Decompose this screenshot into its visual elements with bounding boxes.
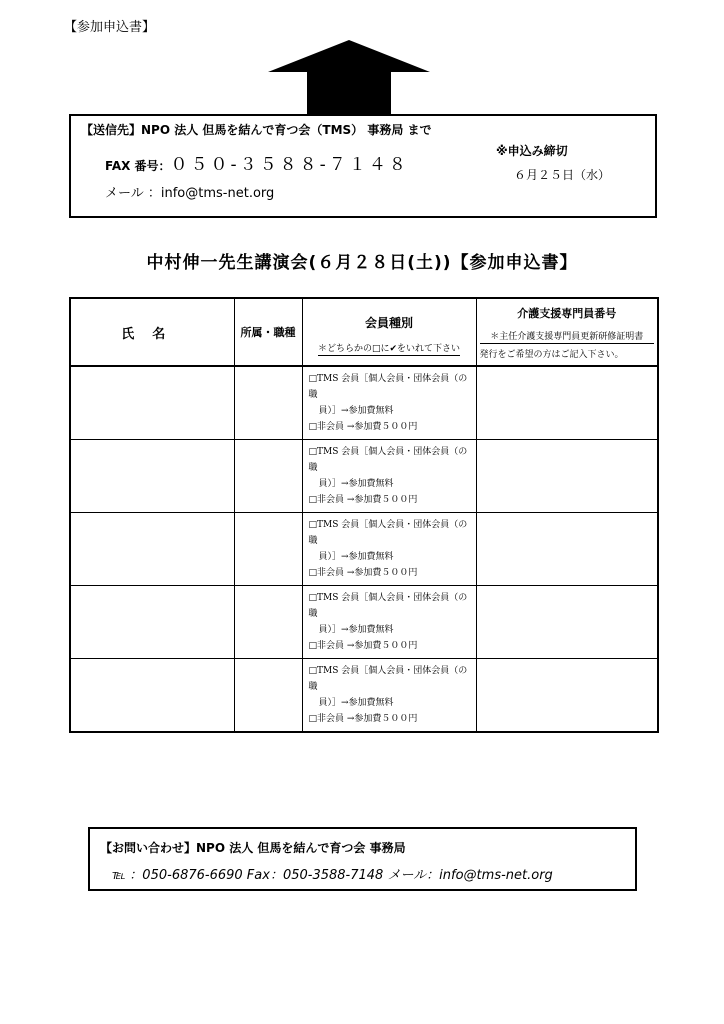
fax-label: FAX 番号： (105, 159, 171, 173)
option-nonmember[interactable]: □非会員 →参加費５００円 (308, 641, 418, 651)
option-nonmember[interactable]: □非会員 →参加費５００円 (308, 422, 418, 432)
care-number-cell[interactable] (476, 659, 658, 733)
up-arrow-icon (268, 40, 430, 114)
mail-line (105, 182, 274, 201)
option-nonmember[interactable]: □非会員 →参加費５００円 (308, 495, 418, 505)
header-care-number (476, 298, 658, 366)
contact-header: 【お問い合わせ】NPO 法人 但馬を結んで育つ会 事務局 (100, 841, 406, 855)
page-title: 中村伸一先生講演会(６月２８日(土))【参加申込書】 (146, 253, 578, 273)
care-note-1: ＊主任介護支援専門員更新研修証明書 (480, 329, 655, 344)
member-type-cell[interactable] (302, 513, 476, 586)
table-row (70, 513, 658, 586)
name-cell[interactable] (70, 586, 234, 659)
deadline-label: ※申込み締切 (496, 144, 568, 158)
affiliation-cell[interactable] (234, 586, 302, 659)
name-cell[interactable] (70, 513, 234, 586)
mail-address: info@tms-net.org (160, 186, 275, 201)
affiliation-cell[interactable] (234, 513, 302, 586)
option-member[interactable]: □TMS 会員［個人会員・団体会員（の職 (308, 593, 468, 619)
mail-label: メール ： (105, 186, 161, 201)
name-cell[interactable] (70, 366, 234, 440)
affiliation-cell[interactable] (234, 366, 302, 440)
document-label: 【参加申込書】 (64, 20, 156, 35)
send-to-box (69, 114, 657, 218)
option-member[interactable]: □TMS 会員［個人会員・団体会員（の職 (308, 520, 468, 546)
deadline-date: ６月２５日（水） (514, 168, 611, 182)
table-row (70, 366, 658, 440)
option-member-fee: 員）］→参加費無料 (318, 552, 394, 562)
send-to-header: 【送信先】NPO 法人 但馬を結んで育つ会（TMS） 事務局 まで (81, 123, 432, 137)
option-member-fee: 員）］→参加費無料 (318, 625, 394, 635)
option-member[interactable]: □TMS 会員［個人会員・団体会員（の職 (308, 666, 468, 692)
contact-box (88, 827, 637, 891)
care-number-title: 介護支援専門員番号 (517, 307, 617, 320)
option-member[interactable]: □TMS 会員［個人会員・団体会員（の職 (308, 374, 468, 400)
member-type-cell[interactable] (302, 366, 476, 440)
care-note-2: 発行をご希望の方はご記入下さい。 (479, 350, 624, 360)
table-header-row (70, 298, 658, 366)
table-row (70, 586, 658, 659)
option-member-fee: 員）］→参加費無料 (318, 479, 394, 489)
option-member-fee: 員）］→参加費無料 (318, 406, 394, 416)
member-type-title: 会員種別 (364, 316, 413, 330)
option-member[interactable]: □TMS 会員［個人会員・団体会員（の職 (308, 447, 468, 473)
application-table (69, 297, 659, 733)
affiliation-cell[interactable] (234, 440, 302, 513)
care-number-cell[interactable] (476, 513, 658, 586)
name-cell[interactable] (70, 440, 234, 513)
member-type-cell[interactable] (302, 586, 476, 659)
affiliation-cell[interactable] (234, 659, 302, 733)
option-member-fee: 員）］→参加費無料 (318, 698, 394, 708)
header-member-type (302, 298, 476, 366)
name-cell[interactable] (70, 659, 234, 733)
care-number-cell[interactable] (476, 366, 658, 440)
option-nonmember[interactable]: □非会員 →参加費５００円 (308, 714, 418, 724)
table-row (70, 659, 658, 733)
header-name: 氏名 (70, 298, 234, 366)
fax-line (105, 150, 409, 175)
table-row (70, 440, 658, 513)
contact-details: ℡ ：050-6876-6690 Fax：050-3588-7148 メール：info@tms-net.org (112, 868, 553, 883)
fax-number: ０５０-３５８８-７１４８ (170, 155, 409, 175)
care-number-cell[interactable] (476, 586, 658, 659)
header-affiliation: 所属・職種 (234, 298, 302, 366)
option-nonmember[interactable]: □非会員 →参加費５００円 (308, 568, 418, 578)
member-type-cell[interactable] (302, 659, 476, 733)
care-number-cell[interactable] (476, 440, 658, 513)
member-type-note: ＊どちらかの□に✔をいれて下さい (318, 341, 460, 356)
member-type-cell[interactable] (302, 440, 476, 513)
